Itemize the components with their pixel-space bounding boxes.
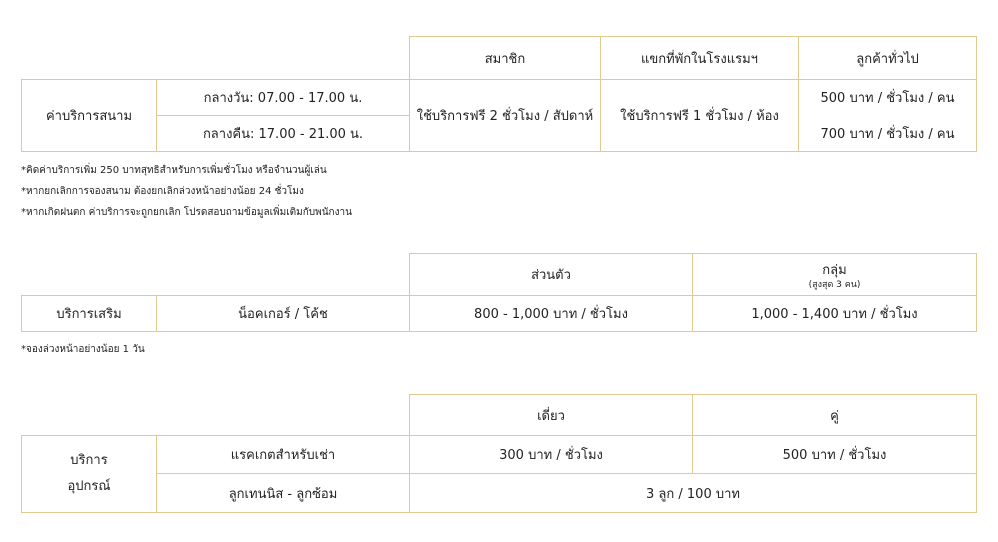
header-group: [693, 254, 977, 296]
court-fee-label: ค่าบริการสนาม: [22, 80, 157, 152]
extra-service-table: [21, 253, 977, 332]
equipment-label-line2: อุปกรณ์: [67, 479, 111, 494]
public-day-value: 500 บาท / ชั่วโมง / คน: [799, 80, 977, 116]
group-note: (สูงสุด 3 คน): [808, 280, 861, 290]
nighttime-label: กลางคืน: 17.00 - 21.00 น.: [157, 116, 410, 152]
header-hotel-guest: แขกที่พักในโรงแรมฯ: [601, 37, 799, 80]
balls-price: 3 ลูก / 100 บาท: [410, 474, 977, 513]
equipment-label-line1: บริการ: [70, 453, 108, 468]
racket-label: แรคเกตสำหรับเช่า: [157, 436, 410, 474]
racket-pair-value: 500 บาท / ชั่วโมง: [693, 436, 977, 474]
header-single: เดี่ยว: [410, 395, 693, 436]
header-member: สมาชิก: [410, 37, 601, 80]
extra-note: *จองล่วงหน้าอย่างน้อย 1 วัน: [21, 344, 145, 355]
balls-label: ลูกเทนนิส - ลูกซ้อม: [157, 474, 410, 513]
racket-single-value: 300 บาท / ชั่วโมง: [410, 436, 693, 474]
header-private: ส่วนตัว: [410, 254, 693, 296]
empty-corner: [22, 395, 410, 436]
coach-label: น็อคเกอร์ / โค้ช: [157, 296, 410, 332]
member-value: ใช้บริการฟรี 2 ชั่วโมง / สัปดาห์: [410, 80, 601, 152]
court-fee-table: [21, 36, 977, 152]
extra-service-label: บริการเสริม: [22, 296, 157, 332]
court-note: *คิดค่าบริการเพิ่ม 250 บาทสุทธิสำหรับการเพิ่มชั่วโมง หรือจำนวนผู้เล่น: [21, 165, 327, 176]
header-pair: คู่: [693, 395, 977, 436]
empty-corner: [22, 37, 410, 80]
equipment-label: [22, 436, 157, 513]
equipment-table: [21, 394, 977, 513]
court-notes: [21, 160, 352, 223]
hotel-guest-value: ใช้บริการฟรี 1 ชั่วโมง / ห้อง: [601, 80, 799, 152]
group-value: 1,000 - 1,400 บาท / ชั่วโมง: [693, 296, 977, 332]
court-note: *หากเกิดฝนตก ค่าบริการจะถูกยกเลิก โปรดสอบถามข้อมูลเพิ่มเติมกับพนักงาน: [21, 207, 352, 218]
court-note: *หากยกเลิกการจองสนาม ต้องยกเลิกล่วงหน้าอย่างน้อย 24 ชั่วโมง: [21, 186, 304, 197]
group-label: กลุ่ม: [822, 263, 847, 278]
empty-corner: [22, 254, 410, 296]
header-public: ลูกค้าทั่วไป: [799, 37, 977, 80]
public-night-value: 700 บาท / ชั่วโมง / คน: [799, 116, 977, 152]
daytime-label: กลางวัน: 07.00 - 17.00 น.: [157, 80, 410, 116]
private-value: 800 - 1,000 บาท / ชั่วโมง: [410, 296, 693, 332]
